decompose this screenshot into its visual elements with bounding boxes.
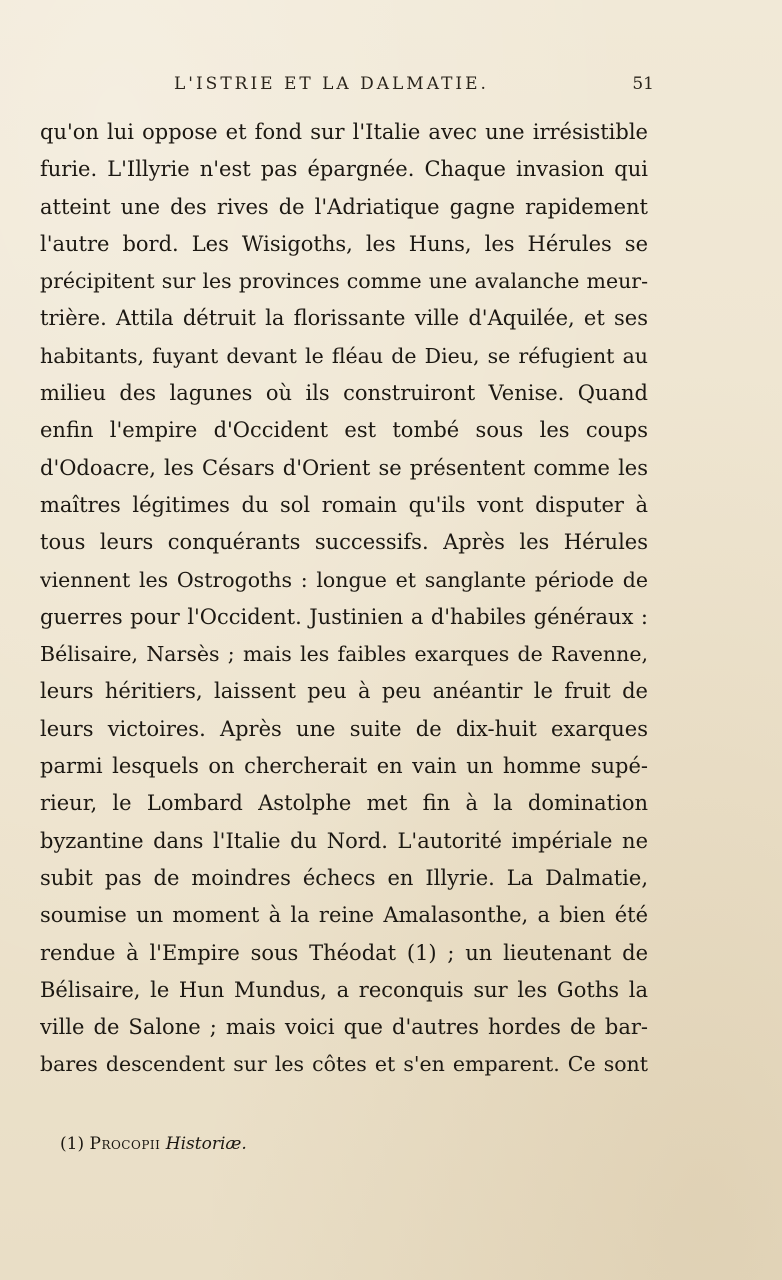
text-line: bares descendent sur les côtes et s'en emparent. Ce sont bbox=[40, 1052, 648, 1077]
text-line: subit pas de moindres échecs en Illyrie. La Dalmatie, bbox=[40, 865, 648, 890]
text-line: enfin l'empire d'Occident est tombé sous les coups bbox=[40, 418, 648, 443]
text-line: furie. L'Illyrie n'est pas épargnée. Chaque invasion qui bbox=[40, 157, 648, 182]
text-line: d'Odoacre, les Césars d'Orient se présentent comme les bbox=[40, 455, 648, 480]
text-line: Bélisaire, le Hun Mundus, a reconquis sur les Goths la bbox=[40, 977, 648, 1002]
text-line: guerres pour l'Occident. Justinien a d'habiles généraux : bbox=[40, 604, 648, 629]
running-title: L'ISTRIE ET LA DALMATIE. bbox=[174, 74, 489, 94]
text-line: tous leurs conquérants successifs. Après les Hérules bbox=[40, 530, 648, 555]
text-line: milieu des lagunes où ils construiront Venise. Quand bbox=[40, 381, 648, 406]
text-line: leurs héritiers, laissent peu à peu anéantir le fruit de bbox=[40, 679, 648, 704]
footnote-author: Procopii bbox=[89, 1134, 161, 1154]
text-line: précipitent sur les provinces comme une avalanche meur- bbox=[40, 269, 648, 294]
text-line: maîtres légitimes du sol romain qu'ils vont disputer à bbox=[40, 492, 648, 517]
text-line: leurs victoires. Après une suite de dix-huit exarques bbox=[40, 716, 648, 741]
text-line: parmi lesquels on chercherait en vain un homme supé- bbox=[40, 754, 648, 779]
body-text bbox=[40, 114, 648, 1084]
text-line: rieur, le Lombard Astolphe met fin à la domination bbox=[40, 791, 648, 816]
text-line: ville de Salone ; mais voici que d'autres hordes de bar- bbox=[40, 1015, 648, 1040]
text-line: soumise un moment à la reine Amalasonthe, a bien été bbox=[40, 903, 648, 928]
text-line: rendue à l'Empire sous Théodat (1) ; un lieutenant de bbox=[40, 940, 648, 965]
text-line: trière. Attila détruit la florissante ville d'Aquilée, et ses bbox=[40, 306, 648, 331]
text-line: l'autre bord. Les Wisigoths, les Huns, les Hérules se bbox=[40, 231, 648, 256]
text-line: atteint une des rives de l'Adriatique gagne rapidement bbox=[40, 194, 648, 219]
running-head bbox=[40, 74, 656, 102]
text-line: habitants, fuyant devant le fléau de Dieu, se réfugient au bbox=[40, 343, 648, 368]
text-line: byzantine dans l'Italie du Nord. L'autorité impériale ne bbox=[40, 828, 648, 853]
footnote bbox=[60, 1134, 247, 1154]
text-line: Bélisaire, Narsès ; mais les faibles exarques de Ravenne, bbox=[40, 642, 648, 667]
page-number: 51 bbox=[632, 74, 654, 94]
footnote-marker: (1) bbox=[60, 1134, 85, 1154]
text-line: qu'on lui oppose et fond sur l'Italie avec une irrésistible bbox=[40, 120, 648, 144]
footnote-title: Historiæ. bbox=[165, 1134, 247, 1154]
text-line: viennent les Ostrogoths : longue et sanglante période de bbox=[40, 567, 648, 592]
